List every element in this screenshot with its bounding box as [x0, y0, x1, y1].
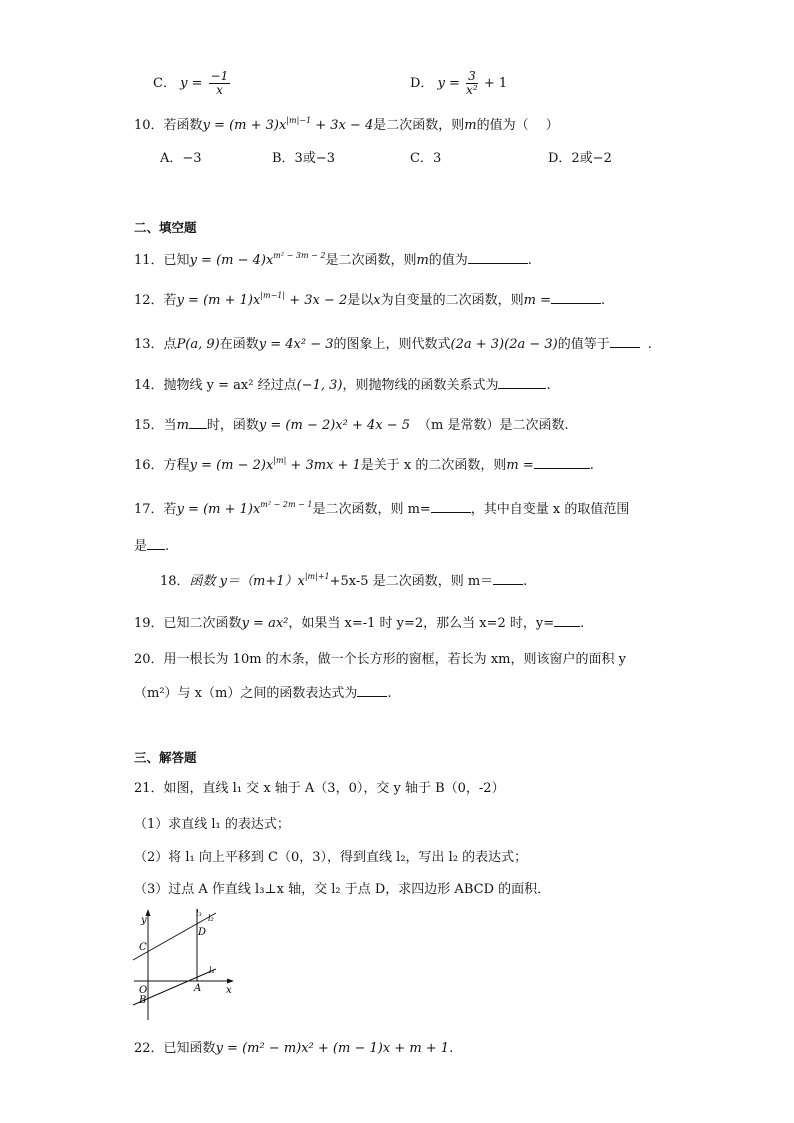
- question-number: 21．: [134, 781, 164, 796]
- answer-blank[interactable]: [610, 335, 640, 348]
- variable: m: [416, 253, 429, 268]
- l1-label: l₁: [209, 966, 215, 975]
- exponent: |m|: [273, 456, 287, 465]
- text: 是关于 x 的二次函数，则: [360, 458, 507, 473]
- formula: y = ax²: [241, 616, 289, 631]
- question-number: 15．: [134, 418, 164, 433]
- text: ，则抛物线的函数关系式为: [342, 378, 499, 393]
- text: 时，函数: [206, 418, 259, 433]
- formula-tail: + 3x − 4: [311, 118, 374, 133]
- q20: [134, 652, 626, 668]
- answer-blank[interactable]: [189, 416, 207, 429]
- formula: y = (m² − m)x² + (m − 1)x + m + 1: [215, 1041, 450, 1056]
- q22: [134, 1041, 453, 1057]
- answer-blank[interactable]: [147, 537, 165, 550]
- formula: 函数 y＝（m+1）x: [189, 574, 305, 589]
- q10-stem: [134, 118, 559, 134]
- text: .: [546, 378, 551, 393]
- denominator: x: [216, 83, 223, 97]
- formula-tail: + 3mx + 1: [286, 458, 361, 473]
- text: 是以: [347, 293, 374, 308]
- text: .: [165, 539, 170, 554]
- q21-part3: （3）过点 A 作直线 l₃⊥x 轴，交 l₂ 于点 D，求四边形 ABCD 的面积．: [134, 882, 551, 897]
- variable: m: [176, 418, 189, 433]
- q15: [134, 416, 569, 434]
- text: 已知函数: [163, 1041, 216, 1056]
- q10-option-b: B．3或−3: [272, 151, 335, 166]
- formula: y = 4x² − 3: [258, 337, 334, 352]
- l3-label: l₃: [196, 909, 202, 918]
- q21-stem: [134, 781, 505, 797]
- coordinate-figure: [130, 905, 240, 1025]
- text: 是二次函数，则 m=: [312, 502, 431, 517]
- option-label: C．: [153, 76, 176, 91]
- formula: y = (m − 2)x: [189, 458, 274, 473]
- answer-blank[interactable]: [357, 684, 387, 697]
- exponent: m² − 3m − 2: [273, 251, 326, 260]
- q17-line2: [134, 537, 169, 555]
- question-number: 18．: [160, 574, 190, 589]
- question-number: 20．: [134, 652, 164, 667]
- question-number: 22．: [134, 1041, 164, 1056]
- text: .: [449, 1041, 454, 1056]
- variable: x: [373, 293, 381, 308]
- formula: y = (m + 1)x: [176, 293, 261, 308]
- formula: y = (m − 2)x² + 4x − 5: [258, 418, 411, 433]
- q21-part2: （2）将 l₁ 向上平移到 C（0，3），得到直线 l₂，写出 l₂ 的表达式；: [134, 850, 528, 865]
- fraction: [466, 70, 478, 97]
- formula: (2a + 3)(2a − 3): [450, 337, 558, 352]
- text: （m²）与 x（m）之间的函数表达式为: [134, 686, 358, 701]
- text: 是二次函数，则: [325, 253, 417, 268]
- formula: (−1, 3): [296, 378, 343, 393]
- text: .: [580, 616, 585, 631]
- text: 是二次函数，则: [373, 118, 465, 133]
- text: ，其中自变量 x 的取值范围: [470, 502, 630, 517]
- text: 点: [163, 337, 177, 352]
- question-number: 10．: [134, 118, 164, 133]
- text: 的值等于: [557, 337, 610, 352]
- formula: m =: [506, 458, 534, 473]
- formula: m =: [523, 293, 552, 308]
- q14: [134, 376, 551, 394]
- q18: [160, 572, 527, 590]
- numerator: 3: [468, 69, 476, 83]
- text: 的图象上，则代数式: [333, 337, 451, 352]
- q12: [134, 291, 605, 309]
- formula-tail: + 3x − 2: [285, 293, 348, 308]
- formula: P(a, 9): [176, 337, 220, 352]
- point-c-label: C: [139, 942, 147, 953]
- answer-blank[interactable]: [551, 291, 601, 304]
- q20-line2: [134, 684, 391, 702]
- text: .: [527, 253, 532, 268]
- answer-blank[interactable]: [493, 572, 523, 585]
- text: 是: [134, 539, 148, 554]
- text: .: [647, 337, 652, 352]
- formula: y = (m + 1)x: [176, 502, 261, 517]
- answer-blank[interactable]: [431, 500, 471, 513]
- text: （m 是常数）是二次函数.: [418, 418, 569, 433]
- formula-tail: + 1: [483, 76, 508, 91]
- text: 若: [163, 502, 177, 517]
- text: 已知二次函数: [163, 616, 242, 631]
- exponent: |m−1|: [260, 291, 286, 300]
- x-axis-label: x: [226, 985, 232, 996]
- q16: [134, 456, 594, 474]
- text: .: [387, 686, 392, 701]
- q9-option-c: [153, 70, 232, 97]
- text: +5x-5 是二次函数，则 m＝: [329, 574, 494, 589]
- l2-label: l₂: [208, 914, 214, 923]
- point-d-label: D: [198, 927, 207, 938]
- question-number: 17．: [134, 502, 164, 517]
- text: ，如果当 x=-1 时 y=2，那么当 x=2 时，y=: [288, 616, 555, 631]
- question-number: 14．: [134, 378, 164, 393]
- denominator: x²: [466, 83, 478, 97]
- question-number: 12．: [134, 293, 164, 308]
- text: 用一根长为 10m 的木条，做一个长方形的窗框，若长为 xm，则该窗户的面积 y: [163, 652, 626, 667]
- fraction: [209, 70, 231, 97]
- formula: y = (m − 4)x: [189, 253, 274, 268]
- question-number: 16．: [134, 458, 164, 473]
- q10-option-a: A．−3: [160, 151, 202, 166]
- exponent: m² − 2m − 1: [260, 500, 313, 509]
- formula-lhs: y =: [180, 76, 203, 91]
- text: 的值为（ ）: [476, 118, 559, 133]
- y-axis-label: y: [141, 915, 147, 926]
- q10-option-c: C．3: [410, 151, 442, 166]
- text: 在函数: [219, 337, 259, 352]
- text: 若: [163, 293, 177, 308]
- q13: [134, 335, 652, 353]
- answer-blank[interactable]: [554, 614, 580, 627]
- formula: y = (m + 3)x: [202, 118, 287, 133]
- section-title: 三、解答题: [134, 750, 197, 765]
- text: 若函数: [163, 118, 203, 133]
- point-b-label: B: [139, 995, 147, 1006]
- text: 如图，直线 l₁ 交 x 轴于 A（3，0），交 y 轴于 B（0，-2）: [163, 781, 505, 796]
- exponent: |m|+1: [304, 572, 330, 581]
- answer-blank[interactable]: [534, 456, 590, 469]
- text: 方程: [163, 458, 190, 473]
- variable: m: [464, 118, 477, 133]
- formula-lhs: y =: [437, 76, 460, 91]
- text: 的值为: [428, 253, 468, 268]
- answer-blank[interactable]: [498, 376, 546, 389]
- q10-option-d: D．2或−2: [548, 151, 612, 166]
- text: 当: [163, 418, 177, 433]
- x-axis-arrow: [227, 979, 234, 984]
- q19: [134, 614, 584, 632]
- text: .: [589, 458, 594, 473]
- q9-option-d: [410, 70, 507, 97]
- question-number: 19．: [134, 616, 164, 631]
- text: 已知: [163, 253, 190, 268]
- q17: [134, 500, 629, 518]
- text: 为自变量的二次函数，则: [380, 293, 524, 308]
- text: 抛物线 y = ax² 经过点: [163, 378, 297, 393]
- text: .: [523, 574, 528, 589]
- option-label: D．: [410, 76, 434, 91]
- answer-blank[interactable]: [468, 251, 528, 264]
- numerator: −1: [210, 69, 229, 83]
- q11: [134, 251, 532, 269]
- q21-part1: （1）求直线 l₁ 的表达式；: [134, 817, 290, 832]
- section-title: 二、填空题: [134, 220, 197, 235]
- origin-label: O: [139, 985, 148, 996]
- text: .: [601, 293, 606, 308]
- question-number: 13．: [134, 337, 164, 352]
- question-number: 11．: [134, 253, 164, 268]
- point-a-label: A: [194, 983, 202, 994]
- exponent: |m|−1: [286, 116, 312, 125]
